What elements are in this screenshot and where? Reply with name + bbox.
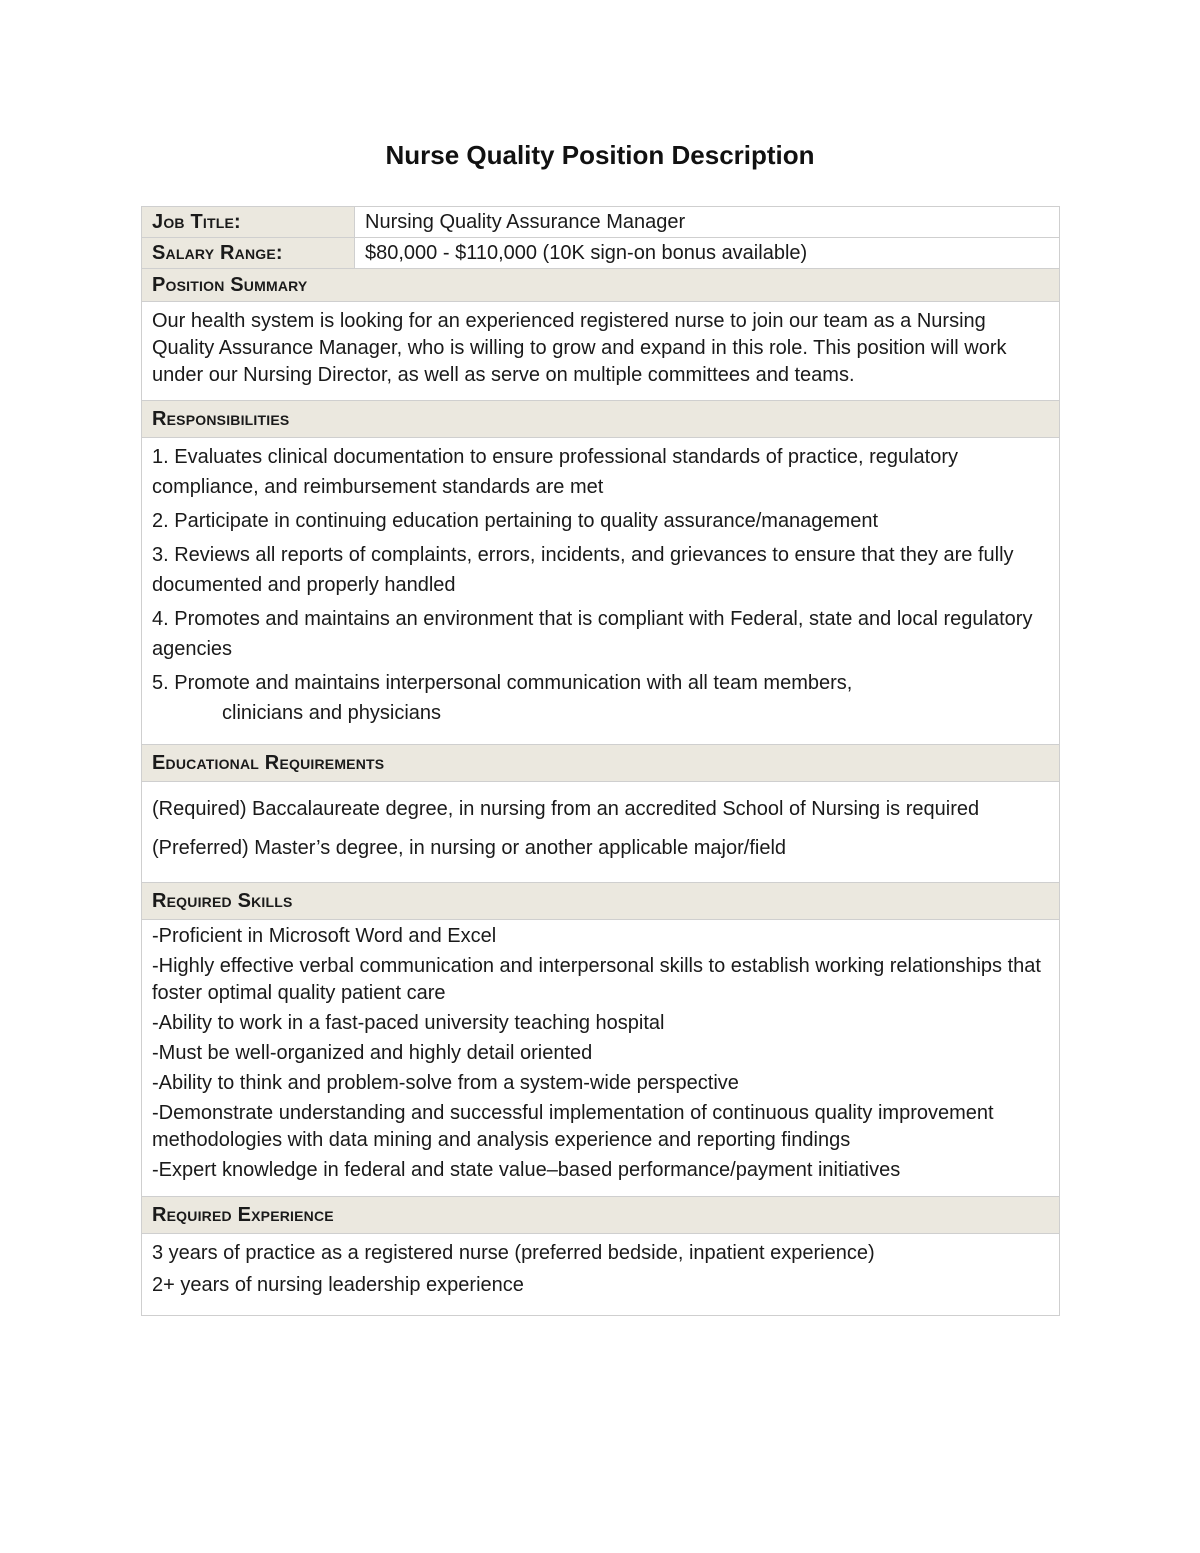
skill-item: -Ability to work in a fast-paced university teaching hospital <box>152 1012 665 1034</box>
education-list <box>142 782 1060 883</box>
job-title-value: Nursing Quality Assurance Manager <box>355 207 1060 238</box>
responsibility-item: 1. Evaluates clinical documentation to ensure professional standards of practice, regulatory compliance, and reimbursement standards are met <box>152 446 959 498</box>
experience-item: 3 years of practice as a registered nurse (preferred bedside, inpatient experience) <box>152 1242 875 1264</box>
education-heading-row <box>142 745 1060 782</box>
responsibility-item: 2. Participate in continuing education pertaining to quality assurance/management <box>152 510 879 532</box>
position-summary-heading-row <box>142 269 1060 302</box>
education-item: (Required) Baccalaureate degree, in nursing from an accredited School of Nursing is required <box>152 798 980 820</box>
job-title-label: Job Title: <box>142 207 355 238</box>
experience-body-row <box>142 1234 1060 1316</box>
salary-range-label: Salary Range: <box>142 238 355 269</box>
skill-item: -Proficient in Microsoft Word and Excel <box>152 925 497 947</box>
skills-heading-row <box>142 883 1060 920</box>
skills-list <box>142 920 1060 1197</box>
responsibilities-body-row <box>142 438 1060 745</box>
responsibility-item-text: 5. Promote and maintains interpersonal communication with all team members, <box>152 672 853 694</box>
experience-item: 2+ years of nursing leadership experience <box>152 1274 524 1296</box>
responsibility-item: 3. Reviews all reports of complaints, errors, incidents, and grievances to ensure that they are fully documented and properly handled <box>152 544 1014 596</box>
skills-body-row <box>142 920 1060 1197</box>
position-summary-text: Our health system is looking for an experienced registered nurse to join our team as a Nursing Quality Assurance Manager, who is willing to grow and expand in this role. This position will work under our Nursing Director, as well as serve on multiple committees and teams. <box>142 302 1060 401</box>
job-title-row <box>142 207 1060 238</box>
skill-item: -Ability to think and problem-solve from a system-wide perspective <box>152 1072 739 1094</box>
position-description-table <box>141 206 1060 1316</box>
skills-heading: Required Skills <box>142 883 1060 920</box>
experience-heading: Required Experience <box>142 1197 1060 1234</box>
skill-item: -Demonstrate understanding and successful implementation of continuous quality improvement methodologies with data mining and analysis experience and reporting findings <box>152 1102 994 1151</box>
responsibility-item-continuation: clinicians and physicians <box>222 702 442 724</box>
position-summary-body-row <box>142 302 1060 401</box>
education-item: (Preferred) Master’s degree, in nursing or another applicable major/field <box>152 837 787 859</box>
position-summary-heading: Position Summary <box>142 269 1060 302</box>
responsibilities-heading: Responsibilities <box>142 401 1060 438</box>
salary-range-value: $80,000 - $110,000 (10K sign-on bonus available) <box>355 238 1060 269</box>
responsibilities-list <box>142 438 1060 745</box>
salary-range-row <box>142 238 1060 269</box>
page-title: Nurse Quality Position Description <box>385 140 815 170</box>
experience-heading-row <box>142 1197 1060 1234</box>
education-body-row <box>142 782 1060 883</box>
responsibility-item <box>152 668 1049 728</box>
experience-list <box>142 1234 1060 1316</box>
skill-item: -Expert knowledge in federal and state value–based performance/payment initiatives <box>152 1159 901 1181</box>
responsibility-item: 4. Promotes and maintains an environment that is compliant with Federal, state and local regulatory agencies <box>152 608 1033 660</box>
skill-item: -Highly effective verbal communication and interpersonal skills to establish working relationships that foster optimal quality patient care <box>152 955 1041 1004</box>
responsibilities-heading-row <box>142 401 1060 438</box>
education-heading: Educational Requirements <box>142 745 1060 782</box>
skill-item: -Must be well-organized and highly detail oriented <box>152 1042 593 1064</box>
